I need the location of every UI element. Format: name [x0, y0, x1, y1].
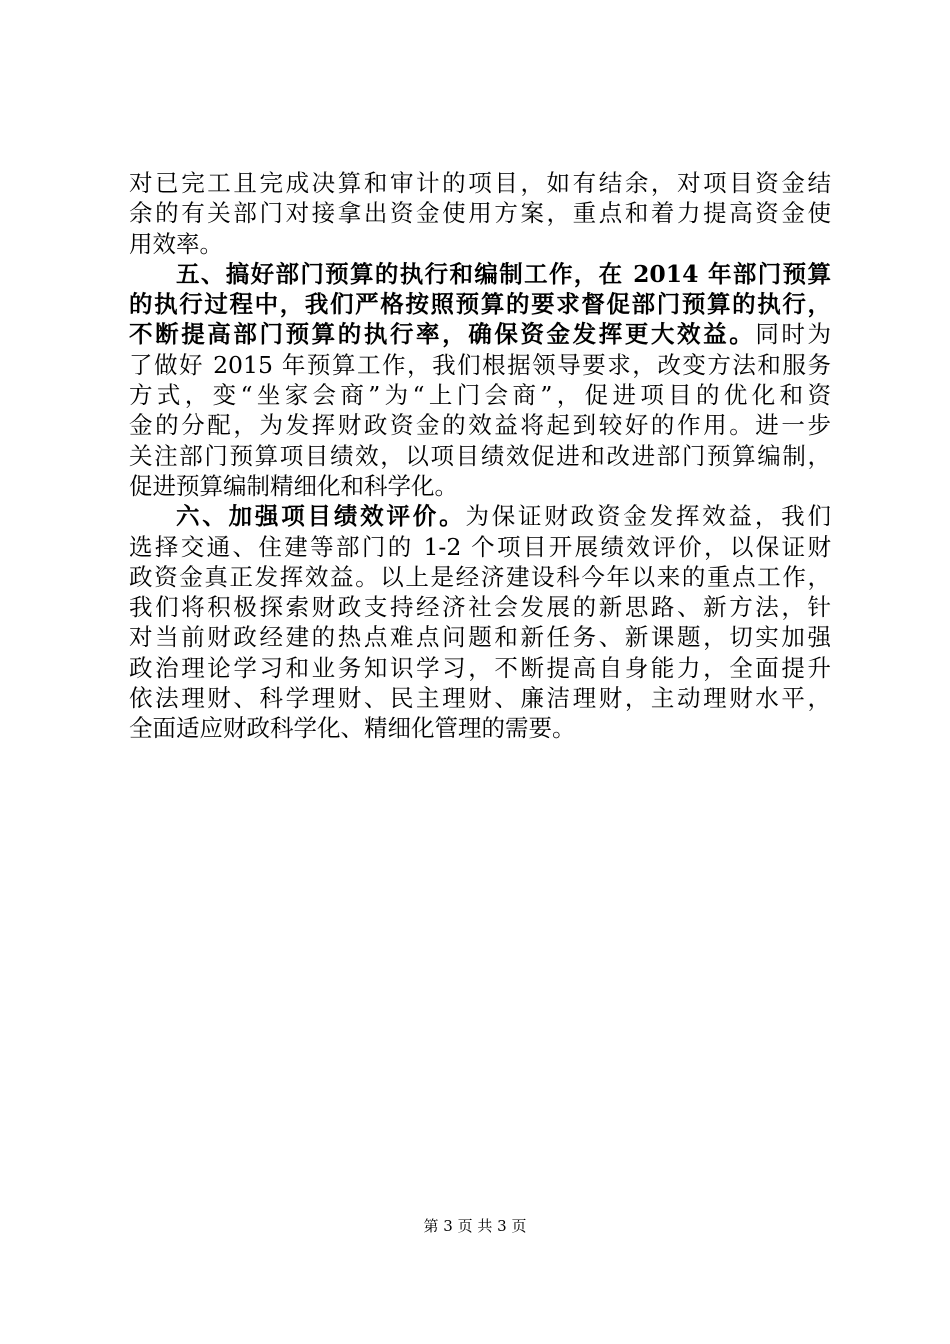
document-body — [129, 168, 831, 744]
page-number: 第 3 页 共 3 页 — [423, 1217, 527, 1235]
text-run: 对当前财政经建的热点难点问题和新任务、新课题，切实加强 — [129, 623, 831, 652]
text-line — [129, 410, 831, 440]
text-line — [129, 350, 831, 380]
heading-run: 不断提高部门预算的执行率，确保资金发挥更大效益。 — [129, 320, 756, 349]
text-line — [129, 289, 831, 319]
text-line — [129, 168, 831, 198]
text-run: 我们将积极探索财政支持经济社会发展的新思路、新方法，针 — [129, 593, 831, 622]
text-line — [129, 713, 831, 743]
text-run: 选择交通、住建等部门的 1-2 个项目开展绩效评价，以保证财 — [129, 532, 831, 561]
text-line — [129, 319, 831, 349]
text-line — [129, 229, 831, 259]
heading-run: 的执行过程中，我们严格按照预算的要求督促部门预算的执行， — [129, 290, 831, 319]
text-run: 余的有关部门对接拿出资金使用方案，重点和着力提高资金使 — [129, 199, 831, 228]
heading-run: 六、加强项目绩效评价。 — [176, 502, 466, 531]
text-run: 依法理财、科学理财、民主理财、廉洁理财，主动理财水平， — [129, 684, 831, 713]
text-run: 政治理论学习和业务知识学习，不断提高自身能力，全面提升 — [129, 653, 831, 682]
text-line — [129, 471, 831, 501]
text-line — [129, 562, 831, 592]
text-line — [129, 532, 831, 562]
text-line — [129, 653, 831, 683]
text-run: 同时为 — [755, 320, 832, 349]
text-line — [129, 441, 831, 471]
text-line — [129, 259, 831, 289]
text-line — [129, 622, 831, 652]
text-run: 金的分配，为发挥财政资金的效益将起到较好的作用。进一步 — [129, 411, 831, 440]
text-line — [129, 380, 831, 410]
text-line — [129, 683, 831, 713]
text-run: 对已完工且完成决算和审计的项目，如有结余，对项目资金结 — [129, 169, 831, 197]
text-line — [129, 592, 831, 622]
text-line — [129, 198, 831, 228]
text-run: 全面适应财政科学化、精细化管理的需要。 — [129, 714, 576, 743]
text-run: 用效率。 — [129, 229, 223, 258]
text-run: 了做好 2015 年预算工作，我们根据领导要求，改变方法和服务 — [129, 350, 831, 379]
text-line — [129, 501, 831, 531]
text-run: 方式，变“坐家会商”为“上门会商”，促进项目的优化和资 — [129, 381, 831, 410]
text-run: 关注部门预算项目绩效，以项目绩效促进和改进部门预算编制， — [129, 441, 831, 470]
text-run: 促进预算编制精细化和科学化。 — [129, 471, 458, 500]
text-run: 为保证财政资金发挥效益，我们 — [465, 502, 831, 531]
text-run: 政资金真正发挥效益。以上是经济建设科今年以来的重点工作， — [129, 562, 831, 591]
heading-run: 五、搞好部门预算的执行和编制工作，在 2014 年部门预算 — [176, 259, 831, 288]
page-footer — [0, 1216, 950, 1236]
